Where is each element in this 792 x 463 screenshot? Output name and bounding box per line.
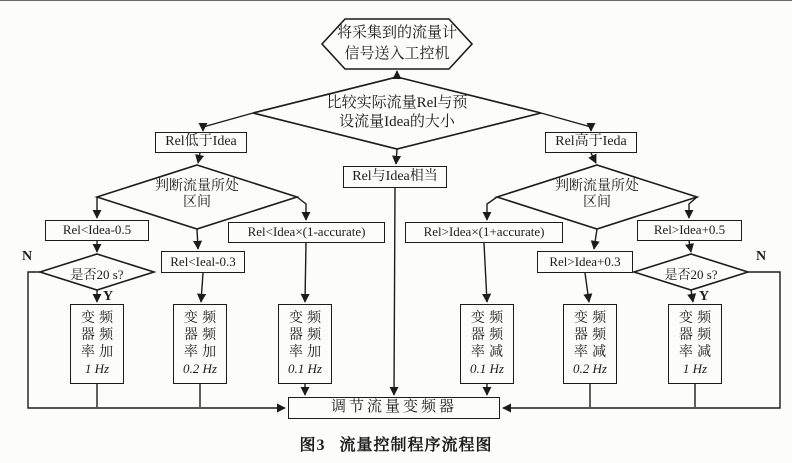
- process-inc-1hz-box: [70, 304, 124, 384]
- process-line: 变频: [678, 310, 716, 326]
- process-line: 率加: [183, 345, 221, 361]
- process-value: 0.2 Hz: [573, 361, 607, 377]
- process-dec-02hz-box: [563, 304, 617, 384]
- edge-compare-to-equal: [396, 149, 397, 164]
- cond-gt-accurate-box: Rel>Idea×(1+accurate): [405, 222, 563, 243]
- no-label-left: N: [22, 249, 33, 264]
- compare-line2: 设流量Idea的大小: [339, 114, 455, 130]
- process-line: 变频: [288, 310, 326, 326]
- process-value: 0.2 Hz: [183, 361, 217, 377]
- edge-judgeR-to-cond03: [594, 229, 597, 249]
- process-line: 器频: [470, 327, 508, 343]
- process-inc-01hz-box: [278, 304, 332, 384]
- process-value: 0.1 Hz: [288, 361, 322, 377]
- edge-timerR-no-path: [503, 272, 780, 408]
- cond-gt-05-box: Rel>Idea+0.5: [637, 220, 742, 241]
- process-dec-1hz-box: [668, 304, 722, 384]
- figure-number: 图3: [299, 437, 326, 454]
- edge-condaccL-to-proc: [305, 243, 306, 302]
- process-line: 器频: [288, 327, 326, 343]
- compare-line1: 比较实际流量Rel与预: [326, 95, 468, 111]
- process-line: 器频: [80, 327, 118, 343]
- edge-timerR-yes: [691, 290, 693, 302]
- edge-cond05R-to-timerR: [689, 241, 691, 252]
- process-value: 0.1 Hz: [470, 361, 504, 377]
- figure-title: 流量控制程序流程图: [339, 437, 493, 454]
- edge-judgeR-to-cond05: [689, 197, 697, 218]
- edge-equal-to-adjust: [394, 188, 395, 395]
- judge-left-line2: 区间: [183, 195, 211, 210]
- edge-compare-to-high: [541, 113, 591, 131]
- process-line: 率减: [678, 345, 716, 361]
- process-line: 率减: [470, 345, 508, 361]
- process-dec-01hz-box: [460, 304, 514, 384]
- process-line: 器频: [678, 327, 716, 343]
- process-line: 率加: [80, 345, 118, 361]
- process-line: 变频: [183, 310, 221, 326]
- process-line: 率减: [573, 345, 611, 361]
- edge-judgeR-to-condacc: [487, 197, 497, 220]
- branch-low-box: Rel低于Idea: [155, 132, 247, 153]
- judge-right-line1: 判断流量所处: [555, 179, 639, 194]
- start-line1: 将采集到的流量计: [336, 25, 457, 41]
- edge-low-to-judge: [198, 153, 200, 163]
- timer-right-label: 是否20 s?: [664, 267, 718, 282]
- process-line: 器频: [183, 327, 221, 343]
- edge-high-to-judge: [591, 153, 596, 163]
- cond-lt-accurate-box: Rel<Idea×(1-accurate): [228, 222, 385, 243]
- judge-right-label: [527, 179, 667, 211]
- timer-left-label: 是否20 s?: [70, 267, 124, 282]
- yes-label-left: Y: [103, 289, 114, 304]
- judge-left-label: [127, 179, 267, 211]
- start-line2: 信号送入工控机: [344, 46, 450, 62]
- edge-cond03L-to-proc: [201, 273, 203, 302]
- process-line: 变频: [80, 310, 118, 326]
- edge-judgeL-to-cond03: [197, 229, 198, 249]
- cond-gt-03-box: Rel>Idea+0.3: [537, 251, 633, 273]
- branch-equal-box: Rel与Idea相当: [343, 166, 447, 188]
- process-value: 1 Hz: [682, 361, 708, 377]
- process-line: 器频: [573, 327, 611, 343]
- start-node-label: [327, 23, 467, 65]
- judge-right-line2: 区间: [583, 195, 611, 210]
- edge-judgeL-to-condacc: [297, 197, 306, 220]
- compare-node-label: [297, 94, 497, 132]
- edge-cond03R-to-proc: [585, 273, 589, 302]
- process-value: 1 Hz: [84, 361, 110, 377]
- process-inc-02hz-box: [173, 304, 227, 384]
- yes-label-right: Y: [699, 289, 710, 304]
- adjust-converter-box: 调节流量变频器: [288, 397, 500, 419]
- edge-timerL-no-path: [28, 272, 285, 408]
- cond-lt-03-box: Rel<Ieal-0.3: [161, 251, 245, 273]
- cond-lt-05-box: Rel<Idea-0.5: [45, 220, 149, 241]
- judge-left-line1: 判断流量所处: [155, 179, 239, 194]
- process-line: 率加: [288, 345, 326, 361]
- process-line: 变频: [573, 310, 611, 326]
- figure-caption: [0, 432, 792, 455]
- edge-condaccR-to-proc: [484, 243, 487, 302]
- no-label-right: N: [756, 249, 767, 264]
- process-line: 变频: [470, 310, 508, 326]
- edge-compare-to-low: [203, 113, 253, 131]
- branch-high-box: Rel高于Ieda: [545, 132, 637, 153]
